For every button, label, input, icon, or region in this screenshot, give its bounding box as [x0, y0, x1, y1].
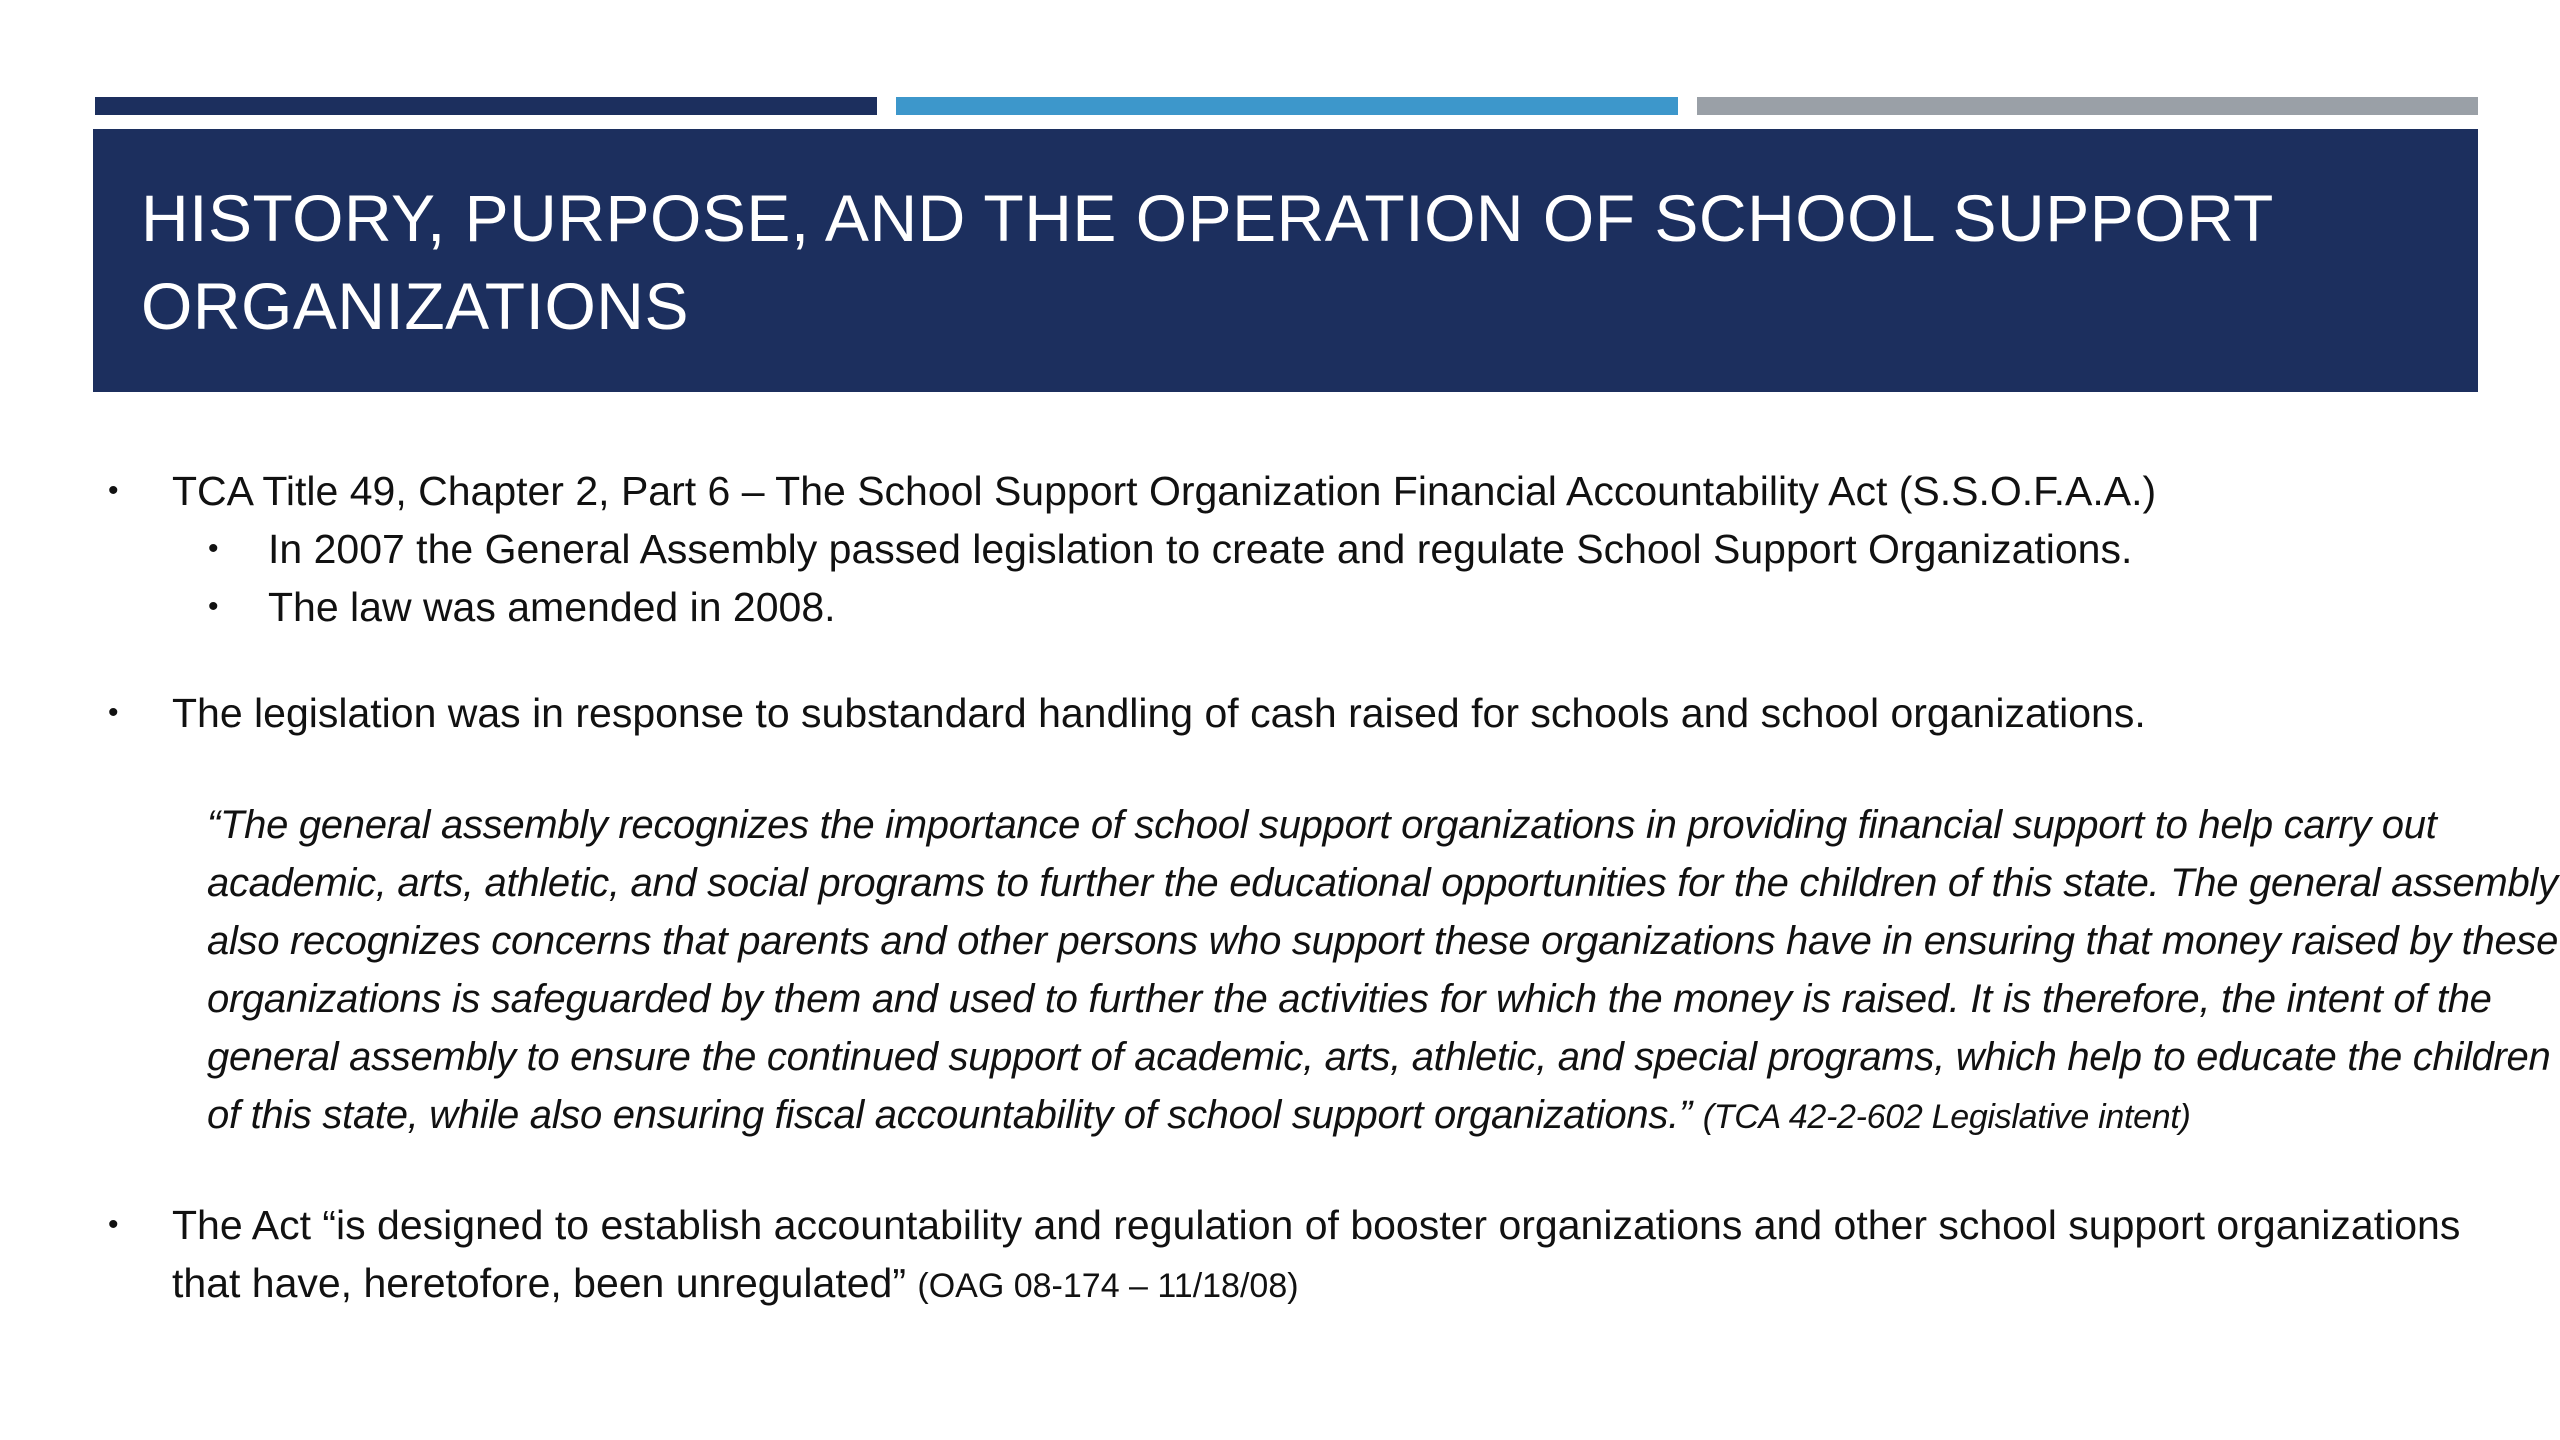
accent-bar-light-blue: [896, 97, 1678, 115]
quote-text: “The general assembly recognizes the importance of school support organizations in providing financial support to help carry out academic, arts, athletic, and social programs to further the educational opportunities for the children of this state. The general assembly also recognizes concerns that parents and other persons who support these organizations have in ensuring that money raised by these organizations is safeguarded by them and used to further the activities for which the money is raised. It is therefore, the intent of the general assembly to ensure the continued support of academic, arts, athletic, and special programs, which help to educate the children of this state, while also ensuring fiscal accountability of school support organizations.”: [207, 803, 2559, 1137]
bullet-legislation-response-text: The legislation was in response to substandard handling of cash raised for schools and school organizations.: [172, 690, 2146, 736]
bullet-act-designed: [108, 1196, 2478, 1315]
slide-content: [108, 462, 2559, 1315]
accent-bar-gray: [1697, 97, 2478, 115]
bullet-marker: •: [108, 696, 119, 729]
legislative-intent-quote: [207, 796, 2560, 1146]
sub-bullet-2008-text: The law was amended in 2008.: [268, 584, 836, 630]
bullet-marker: •: [208, 590, 219, 623]
sub-bullet-2008-amendment: [108, 578, 2478, 636]
bullet-legislation-response: [108, 684, 2478, 742]
sub-bullet-2007-text: In 2007 the General Assembly passed legislation to create and regulate School Support Organizations.: [268, 526, 2133, 572]
title-band: [93, 129, 2478, 392]
slide-title: HISTORY, PURPOSE, AND THE OPERATION OF SCHOOL SUPPORT ORGANIZATIONS: [141, 181, 2273, 343]
sub-bullet-2007-legislation: [108, 520, 2478, 578]
accent-bar-dark-blue: [95, 97, 877, 115]
sub-bullet-list: [108, 520, 2478, 636]
bullet-act-designed-text: The Act “is designed to establish accountability and regulation of booster organizations and other school support organizations that have, heretofore, been unregulated”: [172, 1202, 2461, 1306]
bullet-act-title: [108, 462, 2478, 520]
bullet-marker: •: [108, 1208, 119, 1241]
bullet-act-designed-citation: (OAG 08-174 – 11/18/08): [917, 1267, 1299, 1305]
bullet-marker: •: [208, 532, 219, 565]
bullet-act-title-text: TCA Title 49, Chapter 2, Part 6 – The School Support Organization Financial Accountability Act (S.S.O.F.A.A.): [172, 468, 2157, 514]
bullet-marker: •: [108, 474, 119, 507]
quote-citation: (TCA 42-2-602 Legislative intent): [1702, 1098, 2191, 1136]
